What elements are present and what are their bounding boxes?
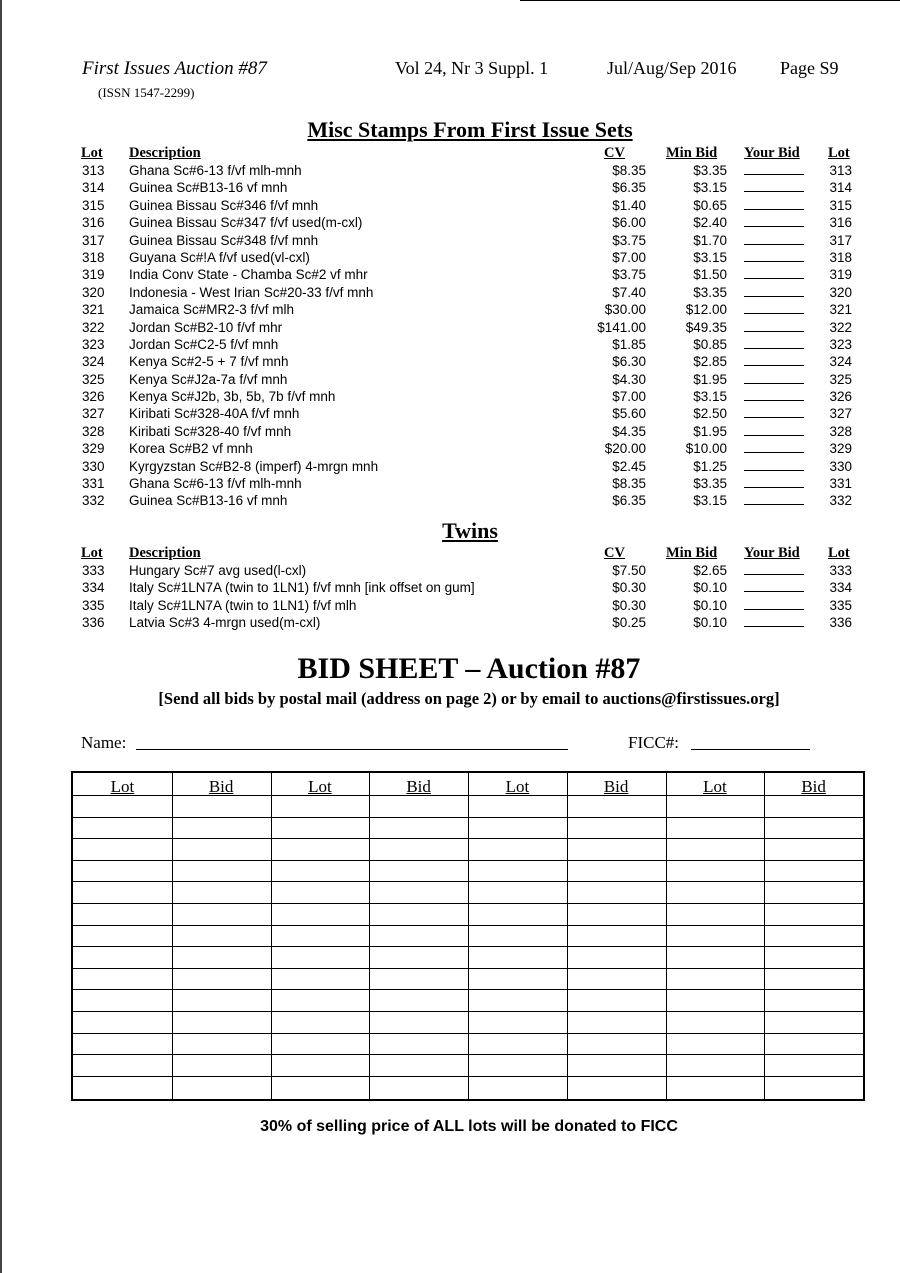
catalog-value: $0.30: [612, 597, 646, 613]
catalog-value: $6.00: [612, 215, 646, 231]
lot-row: [0, 598, 900, 615]
lot-number: 318: [82, 249, 105, 265]
minimum-bid: $3.15: [693, 493, 727, 509]
lot-description: Guinea Sc#B13-16 vf mnh: [129, 180, 288, 196]
lot-number: 319: [82, 267, 105, 283]
lot-number-right: 321: [829, 302, 852, 318]
grid-row-divider: [73, 946, 863, 947]
your-bid-field[interactable]: [744, 174, 804, 175]
misc-section-title: Misc Stamps From First Issue Sets: [307, 117, 633, 142]
bid-grid: [71, 771, 865, 1101]
grid-header-bid: [567, 777, 666, 797]
your-bid-field[interactable]: [744, 400, 804, 401]
minimum-bid: $3.35: [693, 163, 727, 178]
grid-header-lot: [666, 777, 765, 797]
lot-description: Latvia Sc#3 4-mrgn used(m-cxl): [129, 615, 321, 631]
lot-row: [0, 215, 900, 232]
lot-number: 314: [82, 180, 105, 196]
lot-description: Guyana Sc#!A f/vf used(vl-cxl): [129, 249, 310, 265]
lot-row: [0, 372, 900, 389]
lot-number-right: 332: [829, 493, 852, 509]
lot-row: [0, 615, 900, 632]
lot-number: 315: [82, 197, 105, 213]
lot-number: 324: [82, 354, 105, 370]
lot-number-right: 313: [829, 163, 852, 178]
your-bid-field[interactable]: [744, 226, 804, 227]
catalog-value: $8.35: [612, 476, 646, 492]
lot-row: [0, 476, 900, 493]
catalog-value: $3.75: [612, 267, 646, 283]
col-min-bid: Min Bid: [666, 545, 718, 561]
lot-row: [0, 302, 900, 319]
lot-row: [0, 233, 900, 250]
your-bid-field[interactable]: [744, 591, 804, 592]
minimum-bid: $2.85: [693, 354, 727, 370]
grid-column-divider: [369, 773, 370, 1099]
lot-row: [0, 459, 900, 476]
lot-row: [0, 563, 900, 580]
lot-description: Italy Sc#1LN7A (twin to 1LN1) f/vf mnh [ink offset on gum]: [129, 580, 475, 596]
grid-row-divider: [73, 838, 863, 839]
grid-header-bid: [764, 777, 863, 797]
grid-row-divider: [73, 1054, 863, 1055]
minimum-bid: $3.35: [693, 284, 727, 300]
grid-header-label: Bid: [603, 777, 629, 796]
issue-date: Jul/Aug/Sep 2016: [607, 58, 737, 78]
grid-column-divider: [666, 773, 667, 1099]
minimum-bid: $1.25: [693, 458, 727, 474]
donation-note: 30% of selling price of ALL lots will be donated to FICC: [260, 1118, 678, 1135]
grid-header-label: Lot: [505, 777, 530, 796]
grid-header-label: Bid: [406, 777, 431, 796]
lot-row: [0, 389, 900, 406]
grid-header-label: Bid: [801, 777, 826, 796]
ficc-field[interactable]: [691, 749, 810, 750]
minimum-bid: $3.35: [693, 476, 727, 492]
catalog-value: $0.30: [612, 580, 646, 596]
your-bid-field[interactable]: [744, 244, 804, 245]
lot-row: [0, 163, 900, 180]
lot-row: [0, 424, 900, 441]
lot-description: Jamaica Sc#MR2-3 f/vf mlh: [129, 302, 295, 318]
grid-column-divider: [567, 773, 568, 1099]
lot-number: 322: [82, 319, 105, 335]
catalog-value: $30.00: [604, 302, 646, 318]
lot-description: Guinea Bissau Sc#347 f/vf used(m-cxl): [129, 215, 363, 231]
lot-number-right: 326: [829, 389, 852, 405]
grid-header-label: Bid: [208, 777, 234, 796]
lot-number-right: 322: [829, 319, 852, 335]
lot-description: Guinea Bissau Sc#346 f/vf mnh: [129, 197, 319, 213]
lot-description: Kiribati Sc#328-40A f/vf mnh: [129, 406, 300, 422]
lot-description: Kenya Sc#J2a-7a f/vf mnh: [129, 371, 288, 387]
col-cv: CV: [604, 545, 625, 561]
twins-section-title: Twins: [442, 518, 498, 543]
grid-row-divider: [73, 968, 863, 969]
lot-row: [0, 285, 900, 302]
catalog-value: $6.30: [612, 354, 646, 370]
catalog-value: $6.35: [612, 180, 646, 196]
volume-info: Vol 24, Nr 3 Suppl. 1: [395, 58, 549, 78]
lot-row: [0, 250, 900, 267]
catalog-value: $0.25: [612, 615, 646, 631]
lot-row: [0, 337, 900, 354]
lot-number-right: 327: [829, 406, 852, 422]
catalog-value: $2.45: [612, 458, 646, 474]
grid-row-divider: [73, 860, 863, 861]
lot-number-right: 317: [829, 232, 852, 248]
lot-number-right: 323: [829, 336, 852, 352]
grid-header-label: Lot: [110, 777, 135, 796]
lot-number: 330: [82, 458, 105, 474]
your-bid-field[interactable]: [744, 470, 804, 471]
catalog-value: $5.60: [612, 406, 646, 422]
lot-number-right: 331: [829, 476, 852, 492]
lot-number-right: 314: [829, 180, 852, 196]
col-lot-right: Lot: [828, 145, 850, 161]
bid-instructions: [Send all bids by postal mail (address on page 2) or by email to auctions@firstissues.org]: [158, 689, 780, 708]
lot-row: [0, 198, 900, 215]
lot-description: Guinea Sc#B13-16 vf mnh: [129, 493, 288, 509]
lot-number-right: 316: [829, 215, 852, 231]
lot-row: [0, 493, 900, 510]
your-bid-field[interactable]: [744, 191, 804, 192]
your-bid-field[interactable]: [744, 452, 804, 453]
minimum-bid: $3.15: [693, 389, 727, 405]
lot-number-right: 335: [829, 597, 852, 613]
lot-number-right: 330: [829, 458, 852, 474]
grid-header-lot: [468, 777, 567, 797]
lot-number-right: 334: [829, 580, 852, 596]
lot-number-right: 325: [829, 371, 852, 387]
lot-description: Hungary Sc#7 avg used(l-cxl): [129, 563, 307, 578]
lot-description: Indonesia - West Irian Sc#20-33 f/vf mnh: [129, 284, 374, 300]
minimum-bid: $1.95: [693, 371, 727, 387]
catalog-value: $4.30: [612, 371, 646, 387]
lot-number: 332: [82, 493, 105, 509]
bid-sheet-title: BID SHEET – Auction #87: [297, 652, 641, 685]
col-min-bid: Min Bid: [666, 145, 718, 161]
lot-number-right: 333: [829, 563, 852, 578]
catalog-value: $20.00: [604, 441, 646, 457]
minimum-bid: $0.10: [693, 597, 727, 613]
catalog-value: $7.50: [612, 563, 646, 578]
minimum-bid: $0.10: [693, 615, 727, 631]
lot-number: 323: [82, 336, 105, 352]
minimum-bid: $3.15: [693, 180, 727, 196]
col-lot: Lot: [81, 145, 103, 161]
your-bid-field[interactable]: [744, 296, 804, 297]
minimum-bid: $2.65: [693, 563, 727, 578]
lot-row: [0, 354, 900, 371]
page-number: Page S9: [780, 58, 839, 78]
your-bid-field[interactable]: [744, 435, 804, 436]
your-bid-field[interactable]: [744, 609, 804, 610]
grid-column-divider: [468, 773, 469, 1099]
lot-number-right: 315: [829, 197, 852, 213]
minimum-bid: $0.65: [693, 197, 727, 213]
lot-number: 333: [82, 563, 105, 578]
lot-number: 331: [82, 476, 105, 492]
lot-number: 327: [82, 406, 105, 422]
col-your-bid: Your Bid: [744, 145, 800, 161]
grid-header-lot: [73, 777, 172, 797]
grid-row-divider: [73, 925, 863, 926]
lot-number-right: 336: [829, 615, 852, 631]
catalog-value: $7.00: [612, 389, 646, 405]
ficc-label: FICC#:: [628, 733, 680, 752]
grid-header-bid: [369, 777, 468, 797]
your-bid-field[interactable]: [744, 504, 804, 505]
minimum-bid: $0.10: [693, 580, 727, 596]
col-description: Description: [129, 145, 201, 161]
lot-row: [0, 580, 900, 597]
grid-header-lot: [271, 777, 370, 797]
minimum-bid: $2.50: [693, 406, 727, 422]
misc-lot-table: [0, 163, 900, 511]
lot-number-right: 320: [829, 284, 852, 300]
minimum-bid: $10.00: [685, 441, 727, 457]
catalog-value: $7.40: [612, 284, 646, 300]
grid-row-divider: [73, 817, 863, 818]
grid-row-divider: [73, 1033, 863, 1034]
your-bid-field[interactable]: [744, 261, 804, 262]
lot-number-right: 328: [829, 423, 852, 439]
lot-number: 335: [82, 597, 105, 613]
grid-row-divider: [73, 1076, 863, 1077]
lot-number-right: 329: [829, 441, 852, 457]
lot-row: [0, 441, 900, 458]
lot-number: 329: [82, 441, 105, 457]
your-bid-field[interactable]: [744, 417, 804, 418]
your-bid-field[interactable]: [744, 574, 804, 575]
catalog-value: $4.35: [612, 423, 646, 439]
minimum-bid: $49.35: [685, 319, 727, 335]
lot-number-right: 319: [829, 267, 852, 283]
lot-description: Jordan Sc#B2-10 f/vf mhr: [129, 319, 283, 335]
lot-description: India Conv State - Chamba Sc#2 vf mhr: [129, 267, 368, 283]
grid-header-bid: [172, 777, 271, 797]
grid-header-label: Lot: [308, 777, 332, 796]
grid-header-label: Lot: [703, 777, 727, 796]
lot-description: Jordan Sc#C2-5 f/vf mnh: [129, 336, 279, 352]
catalog-value: $7.00: [612, 249, 646, 265]
your-bid-field[interactable]: [744, 626, 804, 627]
catalog-value: $141.00: [597, 319, 646, 335]
lot-number: 317: [82, 232, 105, 248]
lot-description: Ghana Sc#6-13 f/vf mlh-mnh: [129, 163, 302, 178]
your-bid-field[interactable]: [744, 365, 804, 366]
lot-number: 313: [82, 163, 105, 178]
catalog-value: $1.40: [612, 197, 646, 213]
grid-row-divider: [73, 881, 863, 882]
lot-row: [0, 267, 900, 284]
col-lot: Lot: [81, 545, 103, 561]
minimum-bid: $1.95: [693, 423, 727, 439]
catalog-value: $8.35: [612, 163, 646, 178]
lot-description: Kiribati Sc#328-40 f/vf mnh: [129, 423, 292, 439]
grid-column-divider: [172, 773, 173, 1099]
lot-number: 325: [82, 371, 105, 387]
lot-description: Ghana Sc#6-13 f/vf mlh-mnh: [129, 476, 302, 492]
issn: (ISSN 1547-2299): [98, 85, 195, 100]
lot-row: [0, 320, 900, 337]
top-rule: [520, 0, 900, 1]
lot-description: Guinea Bissau Sc#348 f/vf mnh: [129, 232, 319, 248]
your-bid-field[interactable]: [744, 209, 804, 210]
lot-number: 316: [82, 215, 105, 231]
name-field[interactable]: [136, 749, 568, 750]
lot-number: 334: [82, 580, 105, 596]
lot-row: [0, 180, 900, 197]
col-your-bid: Your Bid: [744, 545, 800, 561]
lot-row: [0, 406, 900, 423]
minimum-bid: $1.50: [693, 267, 727, 283]
twins-lot-table: [0, 563, 900, 633]
your-bid-field[interactable]: [744, 331, 804, 332]
grid-row-divider: [73, 989, 863, 990]
minimum-bid: $1.70: [693, 232, 727, 248]
lot-description: Kenya Sc#J2b, 3b, 5b, 7b f/vf mnh: [129, 389, 336, 405]
grid-row-divider: [73, 1011, 863, 1012]
col-cv: CV: [604, 145, 625, 161]
lot-description: Korea Sc#B2 vf mnh: [129, 441, 253, 457]
col-description: Description: [129, 545, 201, 561]
grid-row-divider: [73, 903, 863, 904]
grid-column-divider: [271, 773, 272, 1099]
name-label: Name:: [81, 733, 127, 752]
lot-description: Kenya Sc#2-5 + 7 f/vf mnh: [129, 354, 289, 370]
minimum-bid: $3.15: [693, 249, 727, 265]
lot-description: Kyrgyzstan Sc#B2-8 (imperf) 4-mrgn mnh: [129, 458, 379, 474]
lot-number-right: 318: [829, 249, 852, 265]
lot-number: 326: [82, 389, 105, 405]
lot-number: 328: [82, 423, 105, 439]
minimum-bid: $2.40: [693, 215, 727, 231]
minimum-bid: $0.85: [693, 336, 727, 352]
lot-description: Italy Sc#1LN7A (twin to 1LN1) f/vf mlh: [129, 597, 357, 613]
lot-number-right: 324: [829, 354, 852, 370]
lot-number: 320: [82, 284, 105, 300]
your-bid-field[interactable]: [744, 313, 804, 314]
grid-column-divider: [764, 773, 765, 1099]
lot-number: 336: [82, 615, 105, 631]
catalog-value: $6.35: [612, 493, 646, 509]
col-lot-right: Lot: [828, 545, 850, 561]
your-bid-field[interactable]: [744, 278, 804, 279]
your-bid-field[interactable]: [744, 487, 804, 488]
publication-title: First Issues Auction #87: [82, 58, 267, 79]
lot-number: 321: [82, 302, 105, 318]
your-bid-field[interactable]: [744, 383, 804, 384]
catalog-value: $3.75: [612, 232, 646, 248]
minimum-bid: $12.00: [685, 302, 727, 318]
your-bid-field[interactable]: [744, 348, 804, 349]
catalog-value: $1.85: [612, 336, 646, 352]
